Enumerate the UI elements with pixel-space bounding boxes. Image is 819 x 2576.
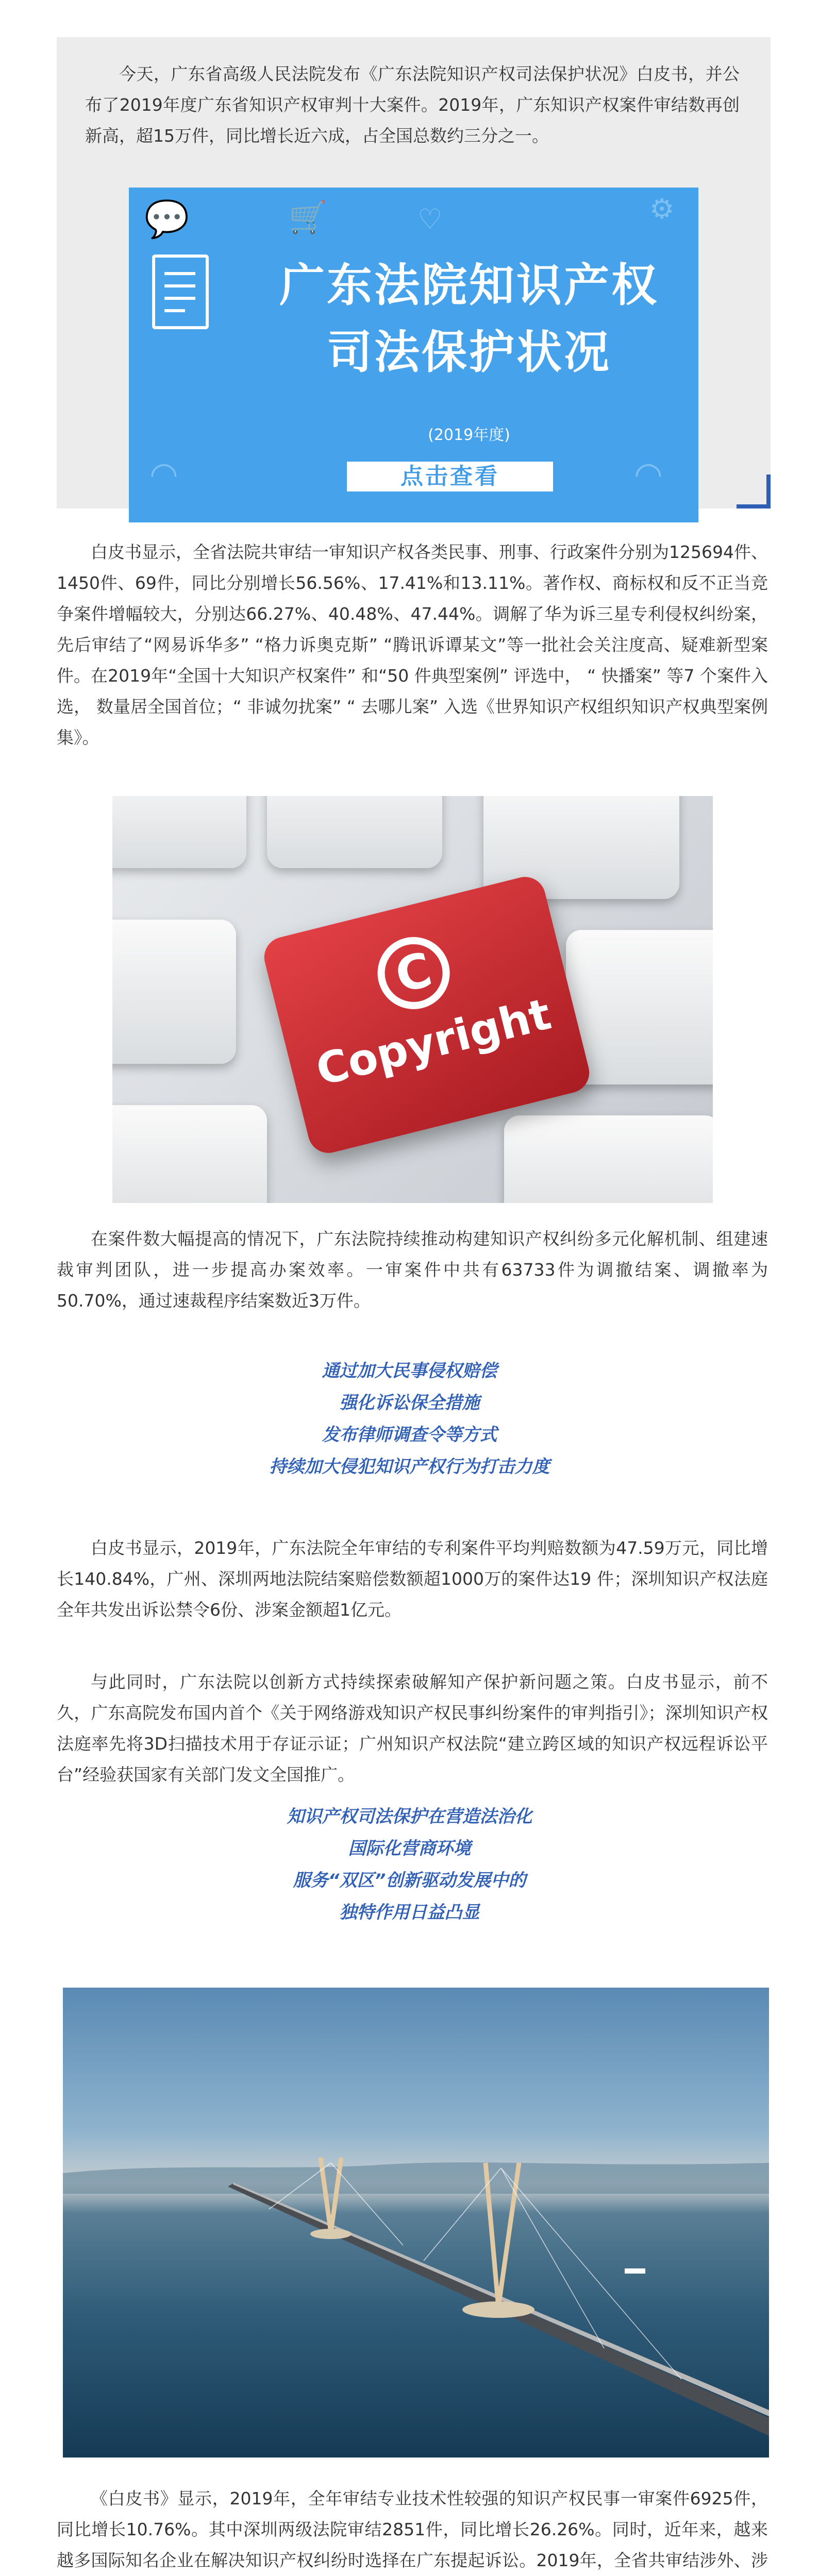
heart-icon: ♡ [417,203,443,235]
paragraph-2: 在案件数大幅提高的情况下，广东法院持续推动构建知识产权纠纷多元化解机制、组建速裁审判团队，进一步提高办案效率。一审案件中共有63733件为调撤结案、调撤率为50.70%，通过速裁程序结案数近3万件。 [57,1229,768,1311]
paragraph-5: 《白皮书》显示，2019年，全年审结专业技术性较强的知识产权民事一审案件6925件，同比增长10.76%。其中深圳两级法院审结2851件，同比增长26.26%。同时，近年来，越来越多国际知名企业在解决知识产权纠纷时选择在广东提起诉讼。2019年，全省共审结涉外、涉 [57,2488,768,2570]
copyright-icon: C [370,929,458,1017]
banner-title-line2: 司法保护状况 [326,326,611,379]
headline-2-line-2: 国际化营商环境 [348,1838,471,1859]
wifi-icon-right: ◠ [634,455,663,494]
intro-box [57,37,771,509]
banner-year: (2019年度) [428,426,510,444]
view-button[interactable]: 点击查看 [347,462,553,492]
intro-paragraph: 今天，广东省高级人民法院发布《广东法院知识产权司法保护状况》白皮书，并公布了2019年度广东省知识产权审判十大案件。2019年，广东知识产权案件审结数再创新高，超15万件，同比增长近六成，占全国总数约三分之一。 [85,64,740,146]
whitepaper-banner[interactable] [129,188,698,522]
bridge-photo [63,1988,769,2458]
paragraph-3: 白皮书显示，2019年，广东法院全年审结的专利案件平均判赔数额为47.59万元，同比增长140.84%，广州、深圳两地法院结案赔偿数额超1000万的案件达19 件；深圳知识产权法庭全年共发出诉讼禁令6份、涉案金额超1亿元。 [57,1538,768,1620]
paragraph-4: 与此同时，广东法院以创新方式持续探索破解知产保护新问题之策。白皮书显示，前不久，广东高院发布国内首个《关于网络游戏知识产权民事纠纷案件的审判指引》；深圳知识产权法庭率先将3D扫描技术用于存证示证；广州知识产权法院“建立跨区域的知识产权远程诉讼平台”经验获国家有关部门发文全国推广。 [57,1672,768,1785]
headline-1-line-1: 通过加大民事侵权赔偿 [322,1361,497,1381]
wifi-icon: ◠ [149,455,178,494]
settings-icon: ⚙ [649,193,675,225]
chat-icon: 💬 [144,198,190,240]
copyright-keyboard-image [112,796,713,1203]
headline-2-line-4: 独特作用日益凸显 [339,1902,480,1923]
corner-decoration [737,474,771,509]
headline-1-line-3: 发布律师调查令等方式 [322,1425,497,1445]
cart-icon: 🛒 [289,199,327,235]
copyright-key [260,873,593,1158]
headline-2-line-1: 知识产权司法保护在营造法治化 [287,1806,532,1827]
paragraph-1: 白皮书显示，全省法院共审结一审知识产权各类民事、刑事、行政案件分别为125694件、1450件、69件，同比分别增长56.56%、17.41%和13.11%。著作权、商标权和反不正当竞争案件增幅较大，分别达66.27%、40.48%、47.44%。调解了华为诉三星专利侵权纠纷案，先后审结了“网易诉华多” “格力诉奥克斯” “腾讯诉谭某文”等一批社会关注度高、疑难新型案件。在2019年“全国十大知识产权案件” 和“50 件典型案例” 评选中， “ 快播案” 等7 个案件入选， 数量居全国首位；“ 非诚勿扰案” “ 去哪儿案” 入选《世界知识产权组织知识产权典型案例集》。 [57,542,768,748]
banner-title-line1: 广东法院知识产权 [279,259,659,312]
headline-1-line-2: 强化诉讼保全措施 [339,1393,480,1413]
copyright-label: Copyright [311,988,556,1096]
headline-1-line-4: 持续加大侵犯知识产权行为打击力度 [269,1456,550,1477]
document-icon [152,255,209,329]
headline-2-line-3: 服务“双区”创新驱动发展中的 [293,1870,526,1891]
